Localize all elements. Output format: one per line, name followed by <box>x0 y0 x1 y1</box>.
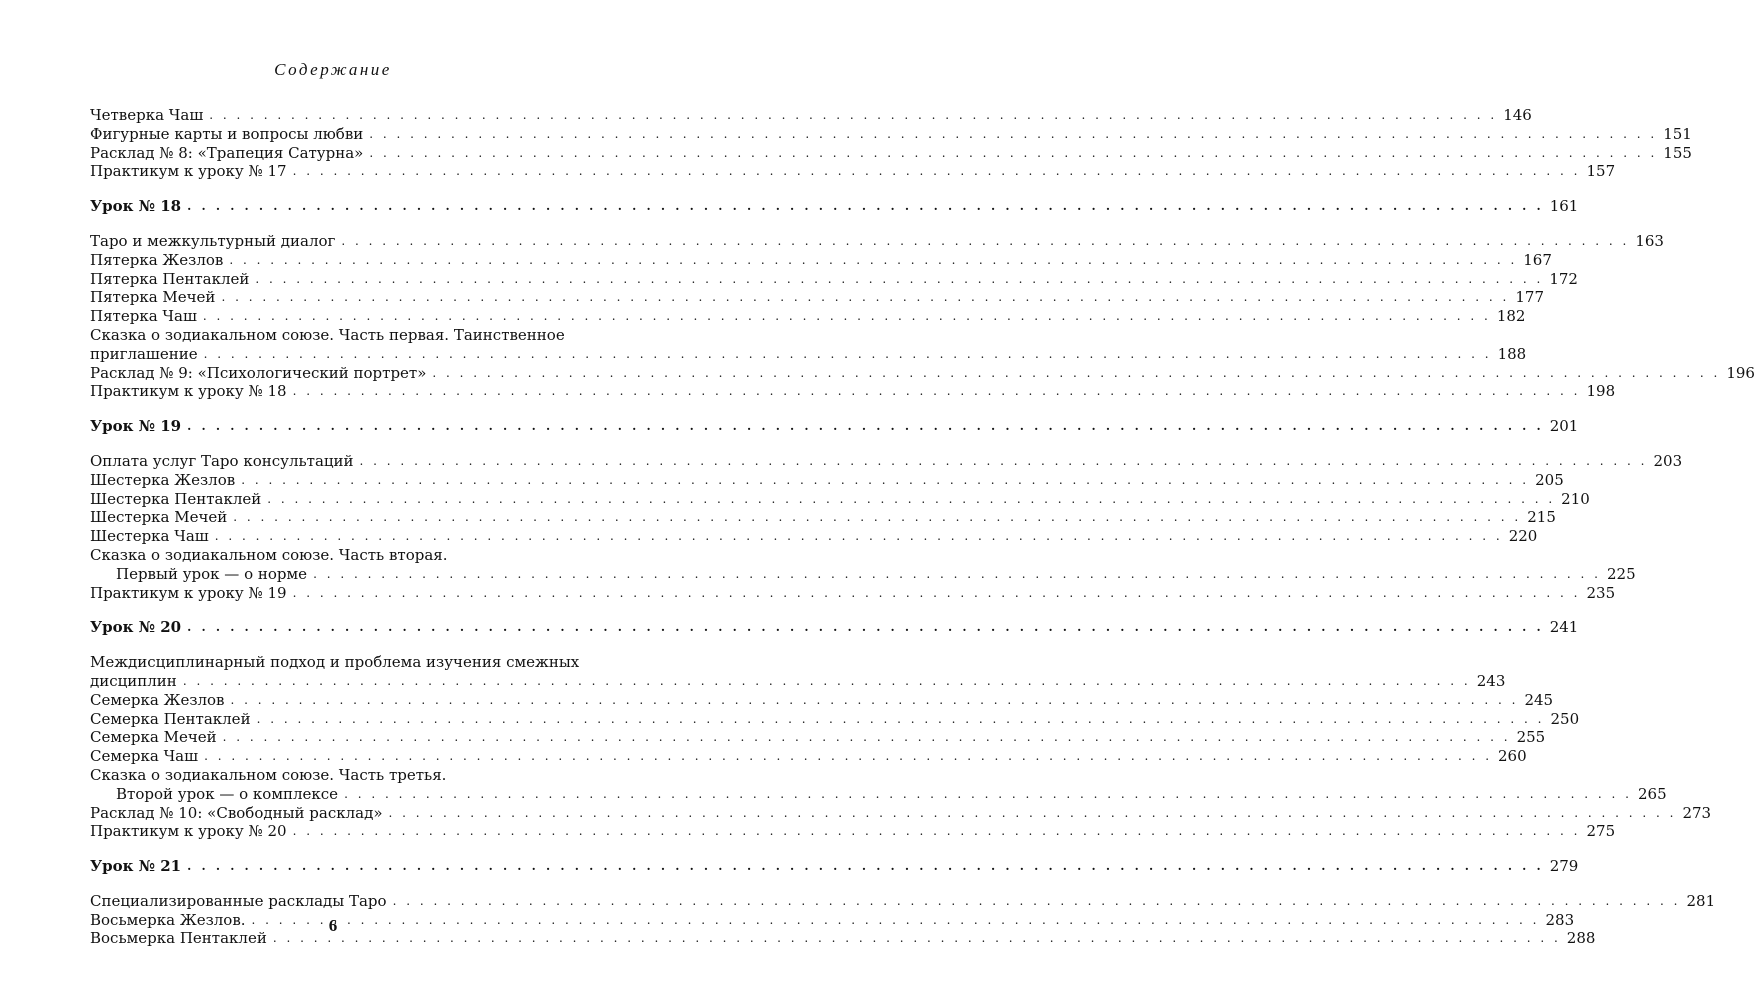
toc-entry <box>90 822 1616 841</box>
dot-leader <box>204 345 1492 364</box>
dot-leader <box>223 728 1511 747</box>
toc-entry <box>90 451 1683 471</box>
toc-entry-page: 161 <box>1549 197 1579 216</box>
toc-entry-title: Шестерка Мечей <box>90 508 228 527</box>
toc-entry-title: Урок № 21 <box>90 857 182 876</box>
toc-entry <box>90 803 1712 823</box>
toc-entry <box>90 363 1755 383</box>
toc-entry <box>90 784 1667 804</box>
toc-entry <box>90 250 1552 270</box>
section-gap <box>90 841 586 857</box>
toc-entry-title: Пятерка Мечей <box>90 288 216 307</box>
toc-entry <box>90 269 1578 289</box>
dot-leader <box>293 162 1581 181</box>
toc-entry <box>90 231 1664 251</box>
toc-entry-title: Урок № 18 <box>90 197 182 216</box>
toc-entry-page: 255 <box>1516 728 1546 747</box>
toc-entry-page: 172 <box>1549 269 1578 288</box>
section-gap <box>90 436 586 452</box>
toc-entry-page: 151 <box>1663 124 1692 143</box>
toc-entry <box>90 527 1538 546</box>
toc-entry-title: Практикум к уроку № 20 <box>90 822 287 841</box>
toc-entry <box>90 344 1527 364</box>
dot-leader <box>231 691 1519 710</box>
toc-entry-page: 220 <box>1508 527 1538 546</box>
dot-leader <box>183 672 1471 691</box>
dot-leader <box>389 804 1677 823</box>
toc-entry-page: 163 <box>1635 231 1664 250</box>
toc-entry-page: 279 <box>1549 857 1579 876</box>
toc-entry <box>90 891 1716 911</box>
toc-entry-title: Второй урок — о комплексе <box>116 784 339 803</box>
toc-entry <box>90 583 1616 603</box>
toc-entry-page: 177 <box>1515 288 1545 307</box>
toc-entry-page: 241 <box>1549 618 1579 637</box>
toc-entry <box>90 747 1527 766</box>
dot-leader <box>369 125 1657 144</box>
dot-leader <box>344 785 1632 804</box>
toc-entry-title: Четверка Чаш <box>90 106 204 124</box>
dot-leader <box>293 382 1581 401</box>
toc-entry <box>90 124 1692 144</box>
toc-entry <box>90 728 1546 747</box>
toc-entry-page: 283 <box>1545 910 1575 929</box>
toc-entry <box>90 162 1616 181</box>
toc-entry <box>90 508 1556 527</box>
toc-entry-page: 210 <box>1561 489 1590 508</box>
dot-leader <box>257 710 1545 729</box>
toc-entry-title: Сказка о зодиакальном союзе. Часть вторая. <box>90 545 448 564</box>
toc-entry <box>90 546 586 565</box>
dot-leader <box>187 857 1544 876</box>
toc-entry-page: 265 <box>1638 784 1667 803</box>
dot-leader <box>360 452 1648 471</box>
toc-entry <box>90 470 1564 490</box>
toc-entry-page: 215 <box>1527 508 1556 527</box>
dot-leader <box>187 618 1544 637</box>
dot-leader <box>341 232 1629 251</box>
toc-lesson-heading <box>90 197 1579 216</box>
dot-leader <box>204 747 1492 766</box>
dot-leader <box>255 270 1543 289</box>
toc-entry-title: Специализированные расклады Таро <box>90 891 387 910</box>
toc-entry-page: 250 <box>1550 709 1580 728</box>
toc-entry-page: 235 <box>1586 583 1616 602</box>
toc-entry-title: Междисциплинарный подход и проблема изучения смежных <box>90 653 580 672</box>
toc-entry-title: Сказка о зодиакальном союзе. Часть первая. Таинственное <box>90 325 565 344</box>
toc-entry-page: 275 <box>1586 822 1616 841</box>
toc-entry-title: Восьмерка Пентаклей <box>90 929 267 948</box>
toc-entry <box>90 766 586 785</box>
toc-entry-title: Шестерка Чаш <box>90 527 209 546</box>
toc-entry-title: Сказка о зодиакальном союзе. Часть третья. <box>90 765 447 784</box>
toc-entry-title: Семерка Мечей <box>90 728 217 747</box>
toc-entry-page: 167 <box>1523 250 1552 269</box>
toc-entry-title: Таро и межкультурный диалог <box>90 231 336 250</box>
section-gap <box>90 181 586 197</box>
toc-entry-title: Практикум к уроку № 19 <box>90 583 287 602</box>
toc-entry-title: Практикум к уроку № 17 <box>90 162 287 181</box>
dot-leader <box>293 822 1581 841</box>
toc-entry-page: 205 <box>1535 470 1564 489</box>
toc-entry-page: 273 <box>1682 803 1712 822</box>
dot-leader <box>432 364 1720 383</box>
dot-leader <box>369 144 1657 163</box>
toc-entry-title: Семерка Пентаклей <box>90 709 251 728</box>
toc-entry-title: Семерка Чаш <box>90 747 199 766</box>
toc-entry-page: 201 <box>1549 417 1579 436</box>
toc-entry-title: дисциплин <box>90 671 177 690</box>
toc-entry-title: Оплата услуг Таро консультаций <box>90 451 354 470</box>
section-gap <box>90 216 586 232</box>
toc-entry-title: Пятерка Пентаклей <box>90 269 250 288</box>
dot-leader <box>187 197 1544 216</box>
table-of-contents <box>90 106 1755 948</box>
running-header: Содержание <box>274 60 392 79</box>
toc-entry-page: 245 <box>1524 690 1554 709</box>
toc-entry <box>90 709 1580 729</box>
toc-entry-page: 196 <box>1726 363 1755 382</box>
dot-leader <box>215 527 1503 546</box>
toc-entry-title: Расклад № 9: «Психологический портрет» <box>90 363 427 382</box>
toc-entry-title: Шестерка Пентаклей <box>90 489 262 508</box>
toc-entry-page: 155 <box>1663 143 1692 162</box>
dot-leader <box>187 417 1544 436</box>
toc-entry-title: Семерка Жезлов <box>90 690 225 709</box>
toc-entry-page: 243 <box>1476 671 1506 690</box>
toc-entry-page: 260 <box>1498 747 1527 766</box>
toc-entry-page: 188 <box>1497 344 1527 363</box>
toc-entry <box>90 564 1636 584</box>
dot-leader <box>267 490 1555 509</box>
toc-entry-page: 281 <box>1686 891 1716 910</box>
toc-entry-title: приглашение <box>90 344 198 363</box>
toc-entry <box>90 143 1692 163</box>
toc-lesson-heading <box>90 417 1579 436</box>
toc-entry-title: Урок № 20 <box>90 618 182 637</box>
toc-entry-title: Пятерка Чаш <box>90 307 197 326</box>
dot-leader <box>209 106 1497 125</box>
toc-lesson-heading <box>90 618 1579 637</box>
toc-entry <box>90 690 1554 710</box>
toc-entry-title: Пятерка Жезлов <box>90 250 224 269</box>
dot-leader <box>293 584 1581 603</box>
page-number: 6 <box>328 916 338 935</box>
toc-entry-page: 182 <box>1496 307 1526 326</box>
section-gap <box>90 876 586 892</box>
dot-leader <box>203 307 1491 326</box>
toc-entry <box>90 288 1545 307</box>
toc-entry <box>90 326 586 345</box>
toc-entry <box>90 382 1616 401</box>
toc-entry-title: Фигурные карты и вопросы любви <box>90 124 364 143</box>
toc-entry-title: Расклад № 8: «Трапеция Сатурна» <box>90 143 364 162</box>
section-gap <box>90 637 586 653</box>
dot-leader <box>313 565 1601 584</box>
toc-entry <box>90 671 1506 691</box>
toc-entry <box>90 653 586 672</box>
dot-leader <box>393 892 1681 911</box>
dot-leader <box>233 508 1521 527</box>
section-gap <box>90 401 586 417</box>
toc-entry-title: Первый урок — о норме <box>116 564 308 583</box>
dot-leader <box>241 471 1529 490</box>
toc-entry-page: 225 <box>1607 564 1636 583</box>
toc-entry <box>90 489 1590 509</box>
toc-entry <box>90 307 1526 326</box>
toc-lesson-heading <box>90 857 1579 876</box>
dot-leader <box>229 251 1517 270</box>
section-gap <box>90 602 586 618</box>
toc-entry-title: Расклад № 10: «Свободный расклад» <box>90 803 383 822</box>
toc-entry-title: Урок № 19 <box>90 417 182 436</box>
toc-entry <box>90 106 1532 125</box>
toc-entry-page: 203 <box>1653 451 1683 470</box>
toc-entry-title: Практикум к уроку № 18 <box>90 382 287 401</box>
dot-leader <box>221 288 1509 307</box>
toc-entry-page: 198 <box>1586 382 1616 401</box>
toc-entry-page: 288 <box>1566 929 1596 948</box>
toc-entry-page: 157 <box>1586 162 1616 181</box>
toc-entry-title: Восьмерка Жезлов. <box>90 910 246 929</box>
toc-entry-page: 146 <box>1503 106 1532 124</box>
toc-entry-title: Шестерка Жезлов <box>90 470 236 489</box>
